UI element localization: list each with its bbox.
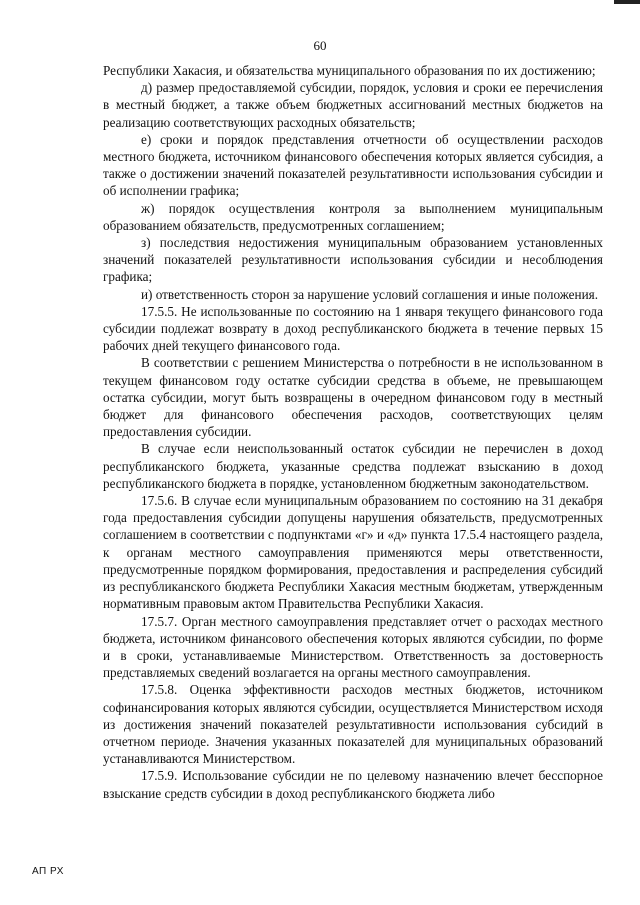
paragraph-17-5-8: 17.5.8. Оценка эффективности расходов местных бюджетов, источником софинансирования которых являются субсидии, осуществляется Министерством исходя из достижения значений показателей результативности использования субсидий в отчетном периоде. Значения указанных показателей для муниципальных образований устанавливаются Министерством. (103, 682, 603, 767)
paragraph-item-i: и) ответственность сторон за нарушение условий соглашения и иные положения. (141, 286, 599, 302)
paragraph-item-d: д) размер предоставляемой субсидии, порядок, условия и сроки ее перечисления в местный бюджет, а также объем бюджетных ассигнований местных бюджетов на реализацию соответствующих расходных обязательств; (103, 80, 603, 130)
paragraph-item-e: е) сроки и порядок представления отчетности об осуществлении расходов местного бюджета, источником финансового обеспечения которых является субсидия, а также о достижении значений показателей результативности использования субсидии и об исполнении графика; (103, 131, 603, 199)
paragraph-17-5-5: 17.5.5. Не использованные по состоянию на 1 января текущего финансового года субсидии подлежат возврату в доход республиканского бюджета в течение первых 15 рабочих дней текущего финансового года. (103, 303, 603, 354)
paragraph-unused-balance: В случае если неиспользованный остаток субсидии не перечислен в доход республиканского бюджета, указанные средства подлежат взысканию в доход республиканского бюджета в порядке, установленном бюджетным законодательством. (103, 441, 603, 491)
document-body (103, 62, 603, 802)
paragraph-ministry-decision: В соответствии с решением Министерства о потребности в не использованном в текущем финансовом году остатке субсидии средства в объеме, не превышающем остатка субсидии, могут быть возвращены в очередном финансовом году в местный бюджет для финансового обеспечения расходов, соответствующих целям предоставления субсидии. (103, 355, 603, 440)
paragraph-17-5-7: 17.5.7. Орган местного самоуправления представляет отчет о расходах местного бюджета, источником финансового обеспечения которых являются субсидии, по форме и в сроки, устанавливаемые Министерством. Ответственность за достоверность представляемых сведений возлагается на органы местного самоуправления. (103, 613, 603, 681)
paragraph-17-5-9: 17.5.9. Использование субсидии не по целевому назначению влечет бесспорное взыскание средств субсидии в доход республиканского бюджета либо (103, 768, 603, 801)
paragraph-continuation: Республики Хакасия, и обязательства муниципального образования по их достижению; (103, 63, 596, 78)
paragraph-item-zh: ж) порядок осуществления контроля за выполнением муниципальным образованием обязательств, предусмотренных соглашением; (103, 200, 603, 233)
paragraph-17-5-6: 17.5.6. В случае если муниципальным образованием по состоянию на 31 декабря года предоставления субсидии допущены нарушения обязательств, предусмотренных соглашением в соответствии с подпунктами «г» и «д» пункта 17.5.4 настоящего раздела, к органам местного самоуправления применяются меры ответственности, предусмотренные порядком формирования, предоставления и распределения субсидий из республиканского бюджета Республики Хакасия местным бюджетам, утвержденным нормативным правовым актом Правительства Республики Хакасия. (103, 493, 603, 612)
paragraph-item-z: з) последствия недостижения муниципальным образованием установленных значений показателей результативности использования субсидии и несоблюдения графика; (103, 235, 603, 285)
footer-code: АП РХ (32, 866, 64, 877)
page-number: 60 (313, 38, 327, 53)
corner-mark (614, 0, 640, 4)
